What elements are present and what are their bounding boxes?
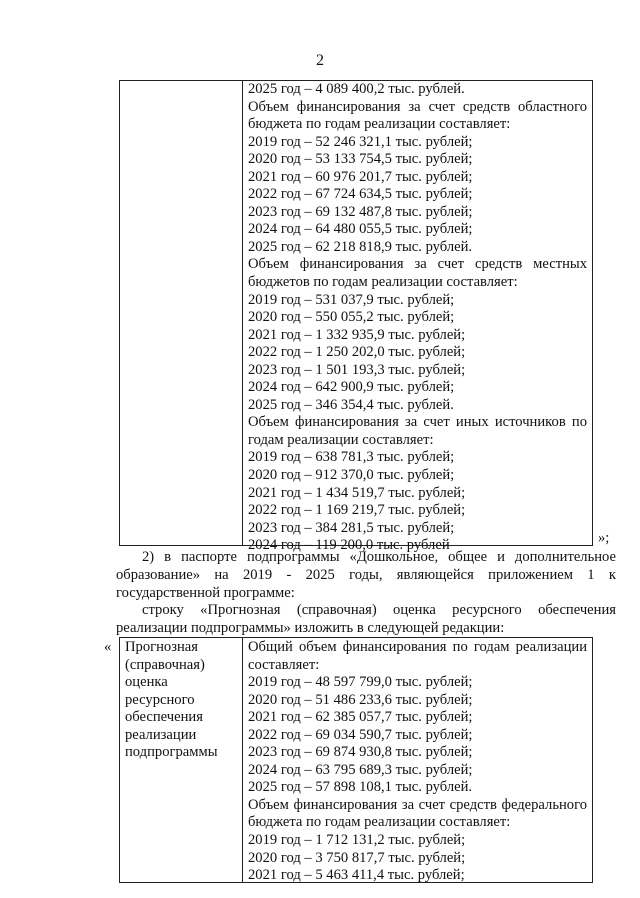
table-left-cell [120,81,243,545]
funding-line: 2020 год – 53 133 754,5 тыс. рублей; [248,151,473,168]
funding-line: бюджета по годам реализации составляет: [248,116,511,133]
funding-line: 2020 год – 912 370,0 тыс. рублей; [248,467,455,484]
funding-line: 2019 год – 531 037,9 тыс. рублей; [248,291,455,308]
funding-line: 2025 год – 346 354,4 тыс. рублей. [248,396,454,413]
paragraph-line: образование» на 2019 - 2025 годы, являющейся приложением 1 к [116,567,616,583]
funding-line: 2023 год – 384 281,5 тыс. рублей; [248,519,455,536]
row-header-line: обеспечения [125,709,203,726]
funding-line: 2021 год – 1 332 935,9 тыс. рублей; [248,326,466,343]
paragraph-line: государственной программе: [116,585,295,601]
closing-quote: »; [598,530,610,546]
funding-line: 2022 год – 69 034 590,7 тыс. рублей; [248,726,473,743]
funding-line: 2023 год – 1 501 193,3 тыс. рублей; [248,361,466,378]
funding-line: 2020 год – 3 750 817,7 тыс. рублей; [248,849,466,866]
paragraph-line: строку «Прогнозная (справочная) оценка ресурсного обеспечения [142,602,616,618]
funding-line: 2024 год – 642 900,9 тыс. рублей; [248,379,455,396]
resource-estimate-table [119,637,593,883]
funding-line: составляет: [248,656,320,673]
funding-line: 2019 год – 52 246 321,1 тыс. рублей; [248,133,473,150]
funding-line: 2020 год – 51 486 233,6 тыс. рублей; [248,691,473,708]
funding-line: 2024 год – 63 795 689,3 тыс. рублей; [248,761,473,778]
funding-line: Объем финансирования за счет средств местных [248,256,587,273]
row-header-line: (справочная) [125,656,205,673]
funding-line: 2022 год – 67 724 634,5 тыс. рублей; [248,186,473,203]
funding-line: 2019 год – 638 781,3 тыс. рублей; [248,449,455,466]
funding-line: 2022 год – 1 250 202,0 тыс. рублей; [248,344,466,361]
funding-line: 2024 год – 119 200,0 тыс. рублей [248,537,450,554]
funding-line: 2021 год – 60 976 201,7 тыс. рублей; [248,168,473,185]
funding-line: Общий объем финансирования по годам реализации [248,639,587,655]
funding-line: Объем финансирования за счет иных источников по [248,414,587,431]
funding-line: 2019 год – 1 712 131,2 тыс. рублей; [248,832,466,849]
funding-line: 2023 год – 69 132 487,8 тыс. рублей; [248,203,473,220]
table-right-cell [243,81,592,555]
funding-line: 2021 год – 1 434 519,7 тыс. рублей; [248,484,466,501]
page-number: 2 [316,52,324,69]
funding-line: 2025 год – 4 089 400,2 тыс. рублей. [248,81,465,97]
row-value-cell [243,639,592,885]
row-header-cell [120,638,243,882]
row-header-line: реализации [125,726,197,743]
funding-line: 2023 год – 69 874 930,8 тыс. рублей; [248,744,473,761]
funding-line: 2021 год – 5 463 411,4 тыс. рублей; [248,867,465,884]
row-header-line: подпрограммы [125,744,218,761]
paragraph-line: реализации подпрограммы» изложить в следующей редакции: [116,620,505,636]
row-header-line: оценка [125,674,168,691]
funding-table-continued [119,80,593,554]
opening-quote: « [104,639,112,655]
funding-line: 2024 год – 64 480 055,5 тыс. рублей; [248,221,473,238]
row-header-line: Прогнозная [125,639,198,655]
funding-line: бюджета по годам реализации составляет: [248,814,511,831]
funding-line: Объем финансирования за счет средств федерального [248,796,587,813]
funding-line: 2022 год – 1 169 219,7 тыс. рублей; [248,502,466,519]
funding-line: бюджетов по годам реализации составляет: [248,274,518,291]
funding-line: Объем финансирования за счет средств областного [248,98,587,115]
funding-line: 2019 год – 48 597 799,0 тыс. рублей; [248,674,473,691]
funding-line: 2025 год – 57 898 108,1 тыс. рублей. [248,779,473,796]
row-header-line: ресурсного [125,691,195,708]
paragraph-line: 2) в паспорте подпрограммы «Дошкольное, общее и дополнительное [142,549,616,565]
funding-line: 2020 год – 550 055,2 тыс. рублей; [248,309,455,326]
funding-line: 2025 год – 62 218 818,9 тыс. рублей. [248,238,473,255]
funding-line: 2021 год – 62 385 057,7 тыс. рублей; [248,709,473,726]
funding-line: годам реализации составляет: [248,431,434,448]
